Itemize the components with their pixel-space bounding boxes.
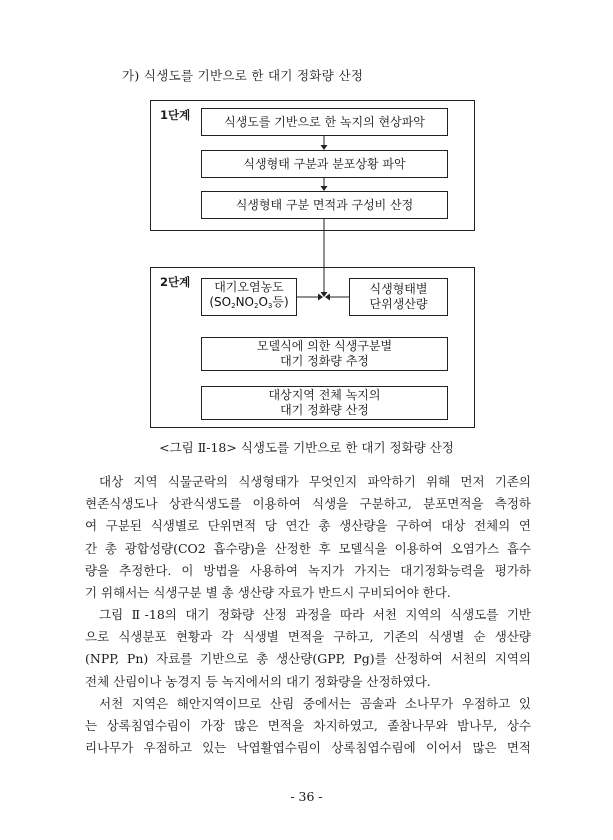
arrowhead-2-3 <box>321 186 328 191</box>
text-line: 간 총 광합성량(CO2 흡수량)을 산정한 후 모델식을 이용하여 오염가스 흡수 <box>85 540 531 556</box>
text-line: 량을 추정한다. 이 방법을 사용하여 녹지가 가지는 대기정화능력을 평가하 <box>85 562 531 578</box>
text-line: 현존식생도나 상관식생도를 이용하여 식생을 구분하고, 분포면적을 측정하 <box>85 496 531 512</box>
figure-caption: <그림 Ⅱ-18> 식생도를 기반으로 한 대기 정화량 산정 <box>159 440 454 455</box>
arrowhead-1-2 <box>321 145 328 150</box>
text-line: 대상 지역 식물군락의 식생형태가 무엇인지 파악하기 위해 먼저 기존의 <box>99 474 531 489</box>
stage1-box-distribution: 식생형태 구분과 분포상황 파악 <box>201 150 448 178</box>
paragraph-1 <box>85 471 531 604</box>
stage1-box-area: 식생형태 구분 면적과 구성비 산정 <box>201 191 448 219</box>
stage2-label: 2단계 <box>160 275 191 289</box>
model-estimation-box: 모델식에 의한 식생구분별 대기 정화량 추정 <box>201 337 448 371</box>
arrowhead-right-merge <box>325 294 330 301</box>
stage1-label: 1단계 <box>160 108 191 122</box>
text-line: (NPP, Pn) 자료를 기반으로 총 생산량(GPP, Pg)를 산정하여 서천의 지역의 <box>85 651 531 667</box>
text-line: 그림 Ⅱ-18의 대기 정화량 산정 과정을 따라 서천 지역의 식생도를 기반 <box>99 607 531 622</box>
page-number: - 36 - <box>290 789 323 804</box>
vegetation-unit-production-box: 식생형태별 단위생산량 <box>349 278 448 316</box>
text-line: 전체 산림이나 농경지 등 녹지에서의 대기 정화량을 산정하였다. <box>85 673 431 689</box>
text-line: 으로 식생분포 현황과 각 식생별 면적을 구하고, 기존의 식생별 순 생산량 <box>85 629 531 645</box>
text-line: 는 상록침엽수림이 가장 많은 면적을 차지하였고, 졸참나무와 밤나무, 상수 <box>85 718 531 734</box>
paragraph-3 <box>85 693 531 760</box>
text-line: 리나무가 우점하고 있는 낙엽활엽수림이 상록침엽수림에 이어서 많은 면적 <box>85 740 531 756</box>
total-purification-box: 대상지역 전체 녹지의 대기 정화량 산정 <box>201 386 448 420</box>
paragraph-2 <box>85 604 531 693</box>
text-line: 기 위해서는 식생구분 별 총 생산량 자료가 반드시 구비되어야 한다. <box>85 585 451 601</box>
stage1-box-status: 식생도를 기반으로 한 녹지의 현상파악 <box>201 108 448 136</box>
text-line: 서천 지역은 해안지역이므로 산림 중에서는 곰솔과 소나무가 우점하고 있 <box>99 696 531 711</box>
text-line: 여 구분된 식생별로 단위면적 당 연간 총 생산량을 구하여 대상 전체의 연 <box>85 518 531 534</box>
arrowhead-left-merge <box>318 294 323 301</box>
section-heading: 가) 식생도를 기반으로 한 대기 정화량 산정 <box>122 68 364 83</box>
pollutant-concentration-box: 대기오염농도 ($SO_2NO_2O_3$등) <box>201 278 297 316</box>
